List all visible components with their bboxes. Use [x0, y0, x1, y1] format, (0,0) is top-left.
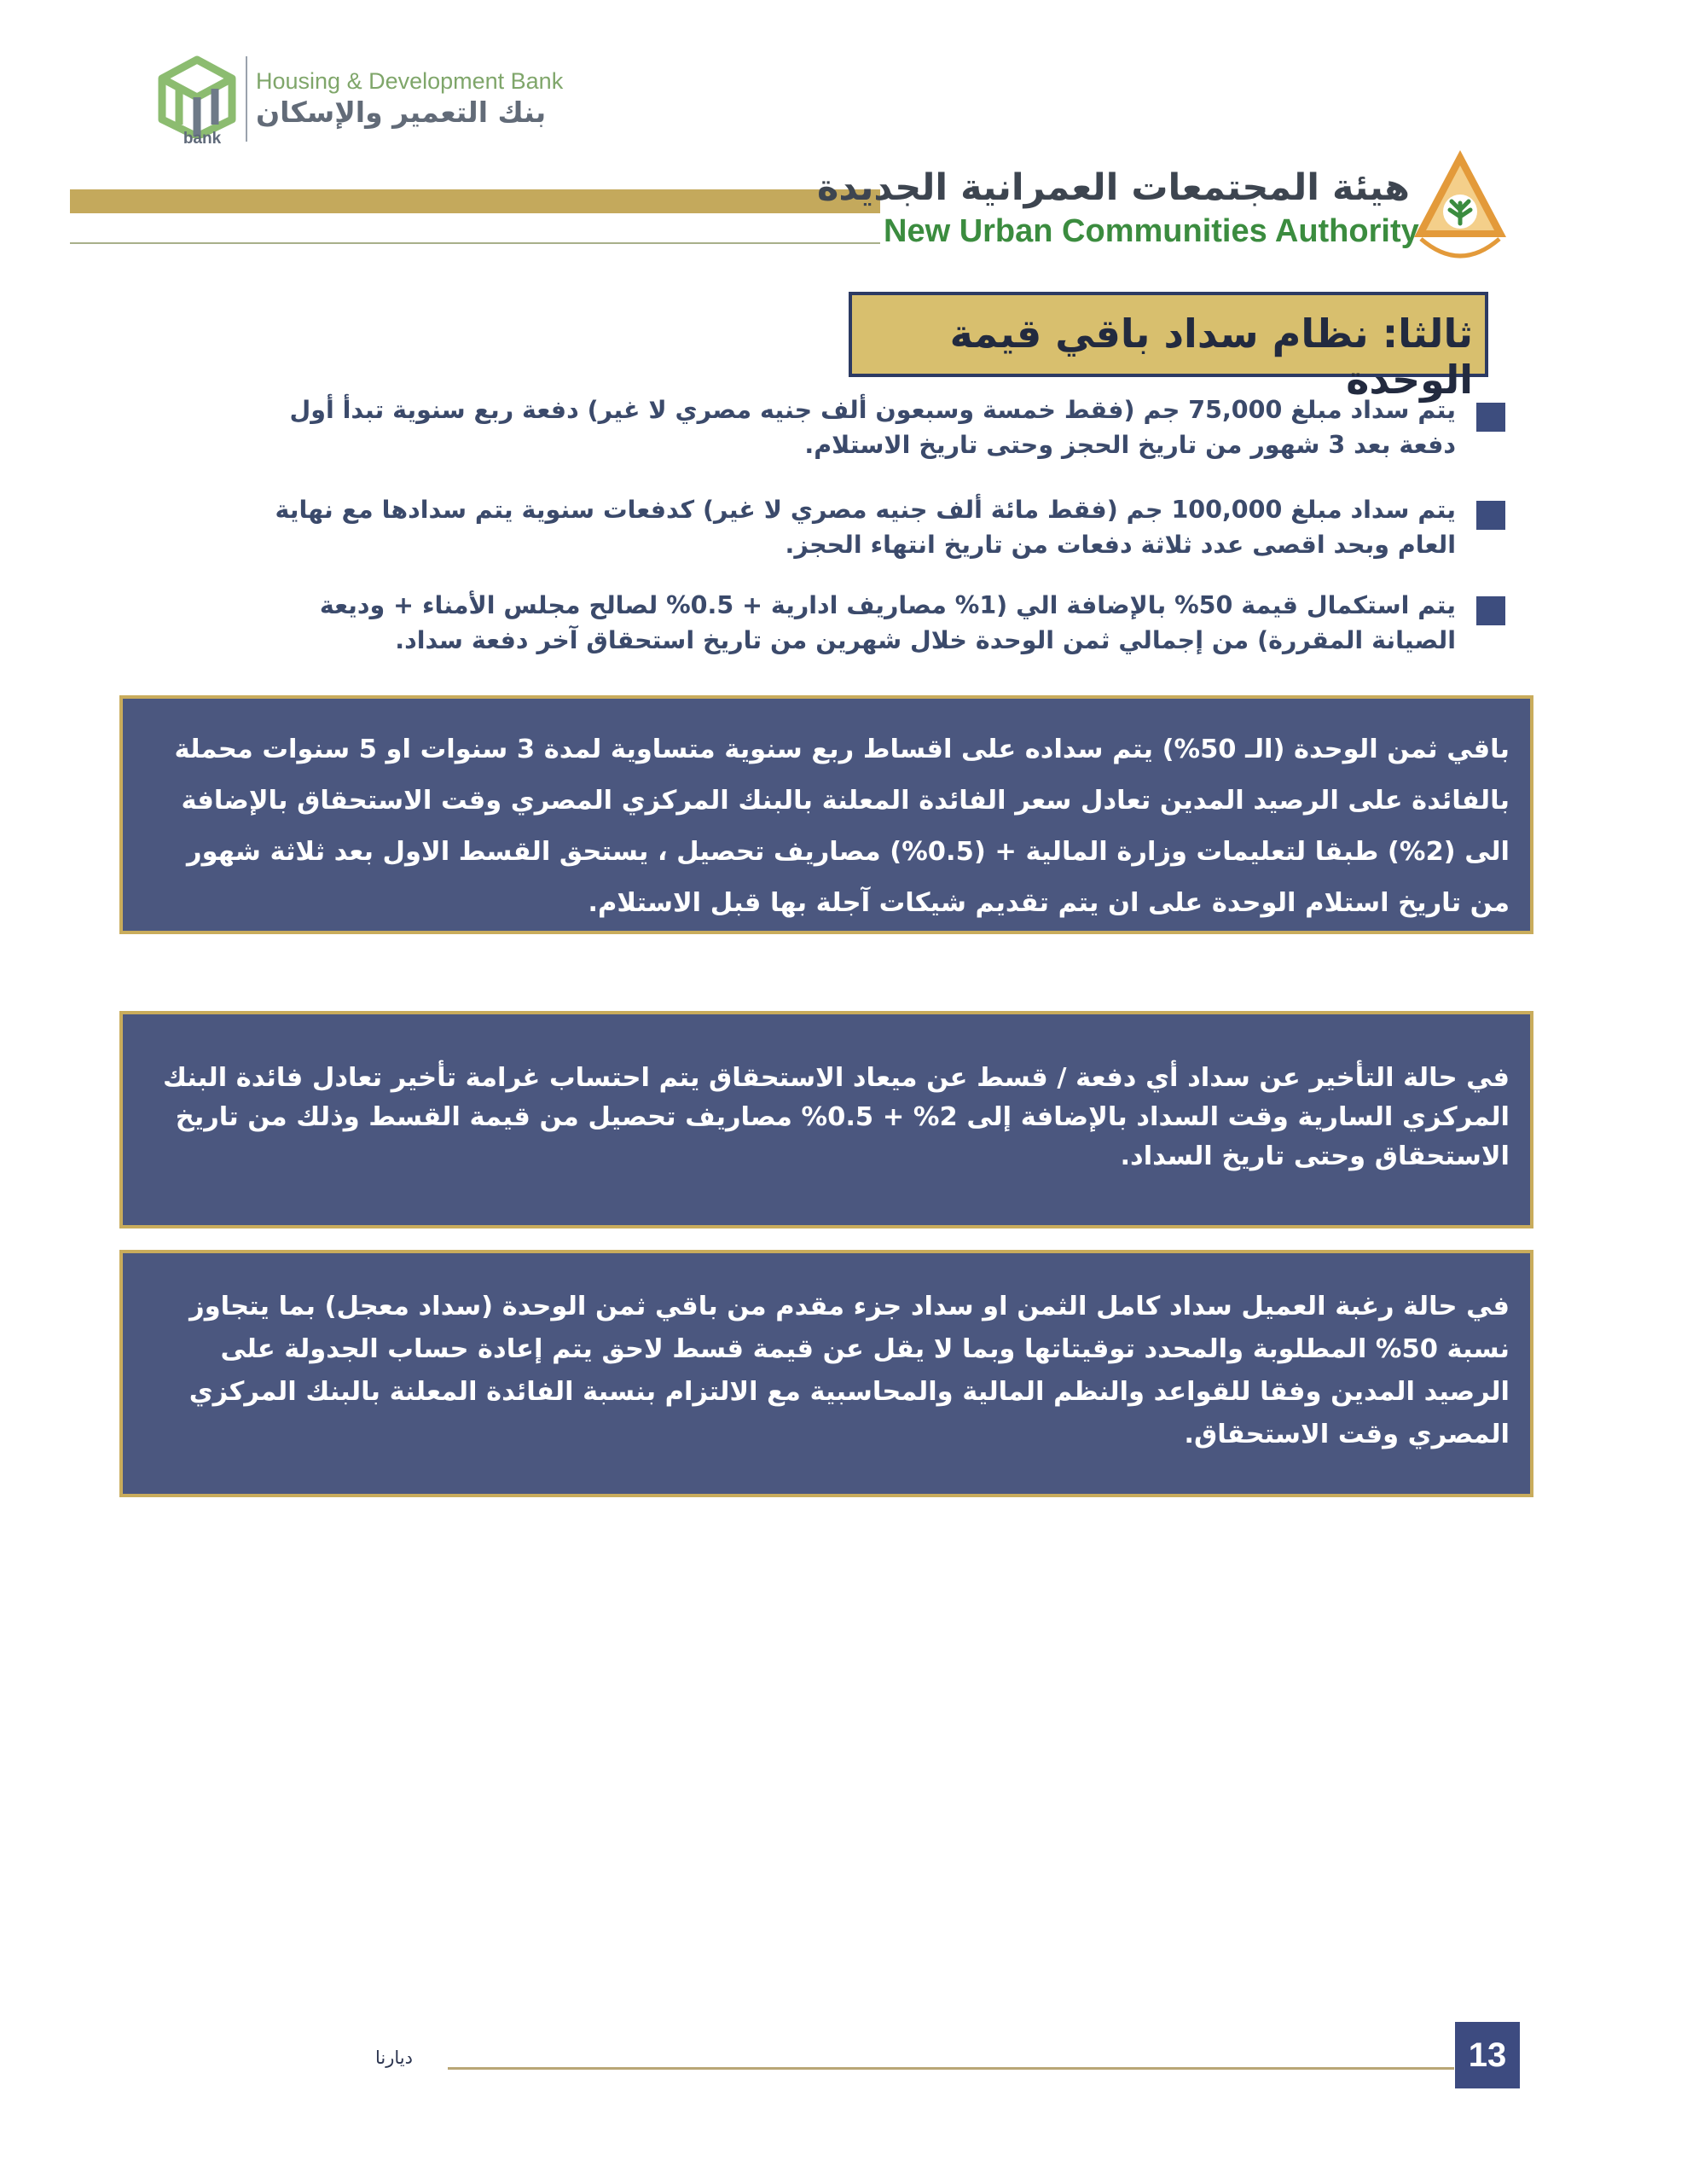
installments-text: باقي ثمن الوحدة (الـ 50%) يتم سداده على اقساط ربع سنوية متساوية لمدة 3 سنوات او 5 سنوات محملة بالفائدة على الرصيد المدين تعادل سعر الفائدة المعلنة بالبنك المركزي المصري وقت الاستحقاق بالإضافة الى (2%) طبقا لتعليمات وزارة المالية + (0.5%) مصاريف تحصيل ، يستحق القسط الاول بعد ثلاثة شهور من تاريخ استلام الوحدة على ان يتم تقديم شيكات آجلة بها قبل الاستلام. — [174, 735, 1510, 918]
header-gold-bar — [70, 189, 880, 213]
nuca-emblem — [1409, 145, 1511, 269]
hdb-cube-icon — [155, 53, 239, 138]
hdb-logo — [155, 53, 599, 151]
bullet-text: يتم استكمال قيمة 50% بالإضافة الي (1% مصاريف ادارية + 0.5% لصالح مجلس الأمناء + وديعة الصيانة المقررة) من إجمالي ثمن الوحدة خلال شهرين من تاريخ استحقاق آخر دفعة سداد. — [319, 591, 1456, 654]
bullet-item — [239, 492, 1505, 562]
late-payment-text: في حالة التأخير عن سداد أي دفعة / قسط عن ميعاد الاستحقاق يتم احتساب غرامة تأخير تعادل فائدة البنك المركزي السارية وقت السداد بالإضافة إلى 2% + 0.5% مصاريف تحصيل من قيمة القسط وذلك من تاريخ الاستحقاق وحتى تاريخ السداد. — [162, 1063, 1510, 1171]
hdb-logo-divider — [246, 56, 247, 142]
bullet-item — [239, 392, 1505, 462]
bullet-square-icon — [1476, 596, 1505, 625]
hdb-logo-mark — [155, 53, 239, 151]
nuca-pyramid-icon — [1409, 145, 1511, 269]
bullet-text: يتم سداد مبلغ 100,000 جم (فقط مائة ألف جنيه مصري لا غير) كدفعات سنوية يتم سدادها مع نهاية العام وبحد اقصى عدد ثلاثة دفعات من تاريخ انتهاء الحجز. — [275, 496, 1456, 559]
bullet-text: يتم سداد مبلغ 75,000 جم (فقط خمسة وسبعون ألف جنيه مصري لا غير) دفعة ربع سنوية تبدأ أول دفعة بعد 3 شهور من تاريخ الحجز وحتى تاريخ الاستلام. — [289, 396, 1456, 459]
installments-box — [119, 695, 1533, 934]
section-title: ثالثا: نظام سداد باقي قيمة الوحدة — [849, 292, 1488, 377]
early-payment-box — [119, 1250, 1533, 1497]
early-payment-text: في حالة رغبة العميل سداد كامل الثمن او سداد جزء مقدم من باقي ثمن الوحدة (سداد معجل) بما يتجاوز نسبة 50% المطلوبة والمحدد توقيتاتها وبما لا يقل عن قيمة قسط لاحق يتم إعادة حساب الجدولة على الرصيد المدين وفقا للقواعد والنظم المالية والمحاسبية مع الالتزام بنسبة الفائدة المعلنة بالبنك المركزي المصري وقت الاستحقاق. — [188, 1292, 1510, 1449]
bullet-item — [239, 588, 1505, 658]
bullet-square-icon — [1476, 403, 1505, 432]
nuca-name-ar: هيئة المجتمعات العمرانية الجديدة — [817, 166, 1410, 209]
footer-rule — [448, 2067, 1454, 2070]
hdb-mark-text: bank — [183, 130, 222, 148]
hdb-name-en: Housing & Development Bank — [256, 68, 564, 94]
footer-label: ديارنا — [375, 2048, 413, 2068]
header-thin-rule — [70, 242, 880, 244]
page-number: 13 — [1455, 2022, 1520, 2088]
hdb-name-ar: بنك التعمير والإسكان — [256, 96, 547, 129]
nuca-name-en: New Urban Communities Authority — [884, 213, 1419, 249]
bullet-square-icon — [1476, 501, 1505, 530]
late-payment-box — [119, 1011, 1533, 1228]
